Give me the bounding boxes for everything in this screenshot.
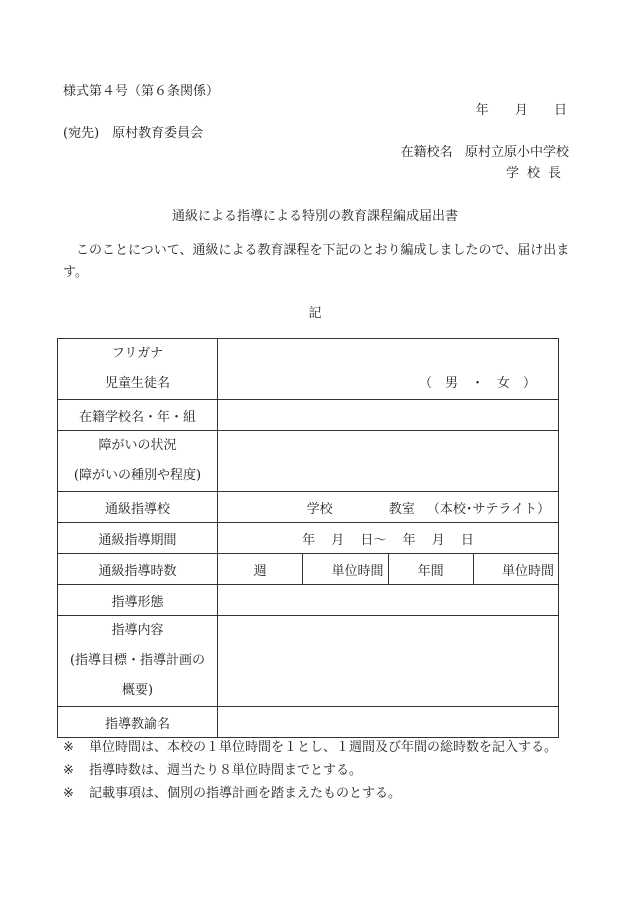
note-mark: ※ [63,763,74,778]
period-end-month: 月 [431,532,445,548]
principal: 学校長 [505,166,569,181]
addressee: (宛先) 原村教育委員会 [63,126,204,141]
notes [63,736,557,805]
row-disability [58,431,559,492]
school-name: 原村立原小中学校 [464,145,569,160]
submitting-school [401,141,569,160]
period-start-month: 月 [331,532,345,548]
disability-field[interactable] [218,431,559,492]
school-grade-class-label: 在籍学校名・年・組 [58,400,218,431]
furigana-label: フリガナ [111,346,164,361]
period-label: 通級指導期間 [58,523,218,554]
student-name-text: 児童生徒名 [104,376,170,391]
content-label-line1: 指導内容 [111,623,164,638]
period-start-day: 日～ [360,532,387,548]
form-field[interactable] [218,585,559,616]
content-field[interactable] [218,616,559,707]
row-tsukyu-school [58,492,559,523]
row-hours [58,554,559,585]
ki-heading: 記 [308,306,322,321]
yearly-label: 年間 [388,554,473,585]
disability-label-line1: 障がいの状況 [98,438,177,453]
note-text: 単位時間は、本校の１単位時間を１とし、１週間及び年間の総時数を記入する。 [89,740,558,755]
disability-label [58,431,218,492]
note-item [63,782,557,805]
teacher-field[interactable] [218,707,559,738]
row-content [58,616,559,707]
teacher-label: 指導教諭名 [58,707,218,738]
date-day: 日 [553,103,567,118]
submission-date [454,99,567,118]
note-item [63,759,557,782]
period-start-year: 年 [302,532,316,548]
note-text: 指導時数は、週当たり８単位時間までとする。 [89,763,363,778]
hours-label: 通級指導時数 [58,554,218,585]
note-text: 記載事項は、個別の指導計画を踏まえたものとする。 [89,786,402,801]
note-mark: ※ [63,740,74,755]
form-label: 指導形態 [58,585,218,616]
tsukyu-school-type: （本校･サテライト） [426,501,550,517]
sex-field[interactable]: （ 男 ・ 女 ） [418,376,536,391]
school-label: 在籍校名 [400,145,453,160]
period-field[interactable] [218,523,559,554]
content-label [58,616,218,707]
note-item [63,736,557,759]
school-grade-class-field[interactable] [218,400,559,431]
period-end-day: 日 [460,532,474,548]
weekly-label: 週 [218,554,303,585]
yearly-hours-field[interactable] [473,554,558,585]
content-label-line2: (指導目標・指導計画の [69,653,206,668]
row-student-name [58,339,559,400]
tsukyu-school-label: 通級指導校 [58,492,218,523]
note-mark: ※ [63,786,74,801]
document-title: 通級による指導による特別の教育課程編成届出書 [171,209,458,224]
disability-label-line2: (障がいの種別や程度) [73,468,202,483]
registration-form-table [57,338,559,738]
row-school-grade [58,400,559,431]
student-name-field[interactable] [218,339,559,400]
body-text: このことについて、通級による教育課程を下記のとおり編成しましたので、届け出ます。 [63,243,570,280]
row-form [58,585,559,616]
date-year: 年 [475,103,489,118]
weekly-unit-label: 単位時間 [331,563,384,579]
row-period [58,523,559,554]
row-teacher [58,707,559,738]
form-number: 様式第４号（第６条関係） [63,84,220,99]
tsukyu-school-school: 学校 [306,501,333,517]
student-name-label [58,339,218,400]
date-month: 月 [514,103,528,118]
tsukyu-school-field[interactable] [218,492,559,523]
yearly-unit-label: 単位時間 [501,563,554,579]
content-label-line3: 概要) [121,683,154,698]
tsukyu-school-room: 教室 [388,501,415,517]
weekly-hours-field[interactable] [303,554,388,585]
period-end-year: 年 [402,532,416,548]
